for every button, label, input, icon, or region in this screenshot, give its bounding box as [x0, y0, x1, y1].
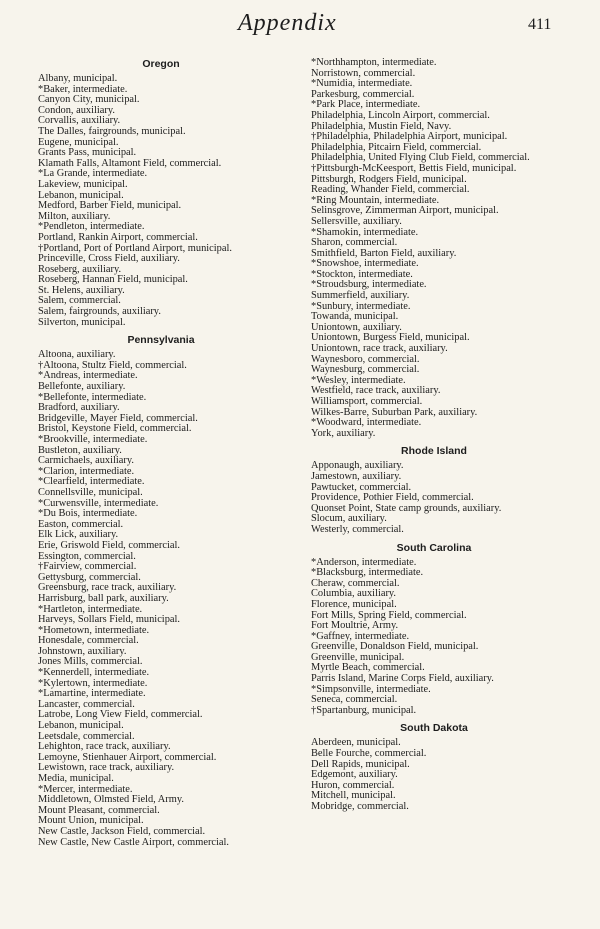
airport-entry: Connellsville, municipal.: [38, 486, 143, 498]
airport-entry: Smithfield, Barton Field, auxiliary.: [311, 247, 457, 259]
airport-entry: †Spartanburg, municipal.: [311, 704, 417, 716]
airport-entry: *Simpsonville, intermediate.: [311, 683, 431, 695]
state-section: [30, 334, 292, 848]
airport-entry: York, auxiliary.: [311, 427, 376, 439]
airport-entry: St. Helens, auxiliary.: [38, 284, 125, 296]
airport-list: [303, 58, 565, 439]
airport-entry: Aberdeen, municipal.: [311, 737, 401, 749]
airport-entry: Williamsport, commercial.: [311, 396, 423, 407]
airport-entry: Johnstown, auxiliary.: [38, 645, 127, 657]
airport-entry: Lebanon, municipal.: [38, 720, 124, 732]
airport-entry: Uniontown, auxiliary.: [311, 321, 402, 333]
airport-entry: Grants Pass, municipal.: [38, 147, 137, 159]
airport-entry: Summerfield, auxiliary.: [311, 290, 410, 302]
airport-entry: Waynesburg, commercial.: [311, 364, 420, 376]
airport-entry: Lancaster, commercial.: [38, 698, 135, 710]
airport-entry: Roseberg, Hannan Field, municipal.: [38, 274, 188, 286]
airport-entry: Altoona, auxiliary.: [38, 349, 116, 361]
airport-entry: Honesdale, commercial.: [38, 635, 139, 647]
airport-entry: Westfield, race track, auxiliary.: [311, 385, 441, 397]
airport-entry: Bustleton, auxiliary.: [38, 444, 122, 456]
airport-entry: *Snowshoe, intermediate.: [311, 258, 419, 270]
airport-entry: Myrtle Beach, commercial.: [311, 662, 425, 674]
airport-entry: Florence, municipal.: [311, 598, 397, 610]
airport-entry: Lebanon, municipal.: [38, 189, 124, 201]
airport-entry: Bristol, Keystone Field, commercial.: [38, 423, 192, 435]
state-section: [303, 58, 565, 439]
airport-entry: Selinsgrove, Zimmerman Airport, municipal.: [311, 205, 499, 217]
airport-entry: Sharon, commercial.: [311, 237, 398, 249]
airport-entry: *Kennerdell, intermediate.: [38, 667, 150, 679]
airport-entry: Philadelphia, Pitcairn Field, commercial.: [311, 141, 482, 153]
airport-entry: Albany, municipal.: [38, 73, 118, 84]
state-section: [303, 722, 565, 812]
airport-entry: Belle Fourche, commercial.: [311, 748, 427, 760]
airport-entry: Waynesboro, commercial.: [311, 353, 420, 365]
airport-entry: *La Grande, intermediate.: [38, 168, 148, 180]
airport-entry: Eugene, municipal.: [38, 136, 119, 148]
airport-entry: Lehighton, race track, auxiliary.: [38, 741, 171, 753]
airport-entry: Lemoyne, Stienhauer Airport, commercial.: [38, 751, 217, 763]
airport-entry: Canyon City, municipal.: [38, 94, 140, 106]
airport-entry: Harrisburg, ball park, auxiliary.: [38, 592, 169, 604]
airport-entry: Easton, commercial.: [38, 518, 124, 530]
airport-entry: Providence, Pothier Field, commercial.: [311, 492, 474, 504]
airport-entry: Portland, Rankin Airport, commercial.: [38, 231, 198, 243]
airport-entry: Uniontown, race track, auxiliary.: [311, 343, 448, 355]
airport-entry: New Castle, New Castle Airport, commercial.: [38, 836, 230, 848]
airport-entry: Towanda, municipal.: [311, 311, 399, 323]
airport-entry: Bradford, auxiliary.: [38, 402, 120, 414]
left-column: [30, 58, 292, 848]
airport-entry: Corvallis, auxiliary.: [38, 115, 121, 127]
airport-entry: Klamath Falls, Altamont Field, commercial.: [38, 157, 222, 169]
airport-entry: *Pendleton, intermediate.: [38, 221, 145, 233]
airport-entry: *Stockton, intermediate.: [311, 268, 413, 280]
airport-entry: *Baker, intermediate.: [38, 83, 128, 95]
state-heading: Rhode Island: [401, 445, 467, 458]
airport-entry: †Pittsburgh-McKeesport, Bettis Field, municipal.: [311, 162, 517, 174]
airport-entry: *Hometown, intermediate.: [38, 624, 150, 636]
airport-entry: *Hartleton, intermediate.: [38, 603, 143, 615]
airport-entry: Edgemont, auxiliary.: [311, 769, 398, 781]
airport-entry: *Northhampton, intermediate.: [311, 57, 437, 68]
state-heading: Oregon: [142, 58, 180, 70]
airport-entry: *Gaffney, intermediate.: [311, 630, 410, 642]
airport-entry: Bridgeville, Mayer Field, commercial.: [38, 412, 198, 424]
airport-entry: Philadelphia, United Flying Club Field, commercial.: [311, 152, 530, 164]
airport-entry: Bellefonte, auxiliary.: [38, 381, 126, 393]
airport-entry: *Stroudsburg, intermediate.: [311, 279, 427, 291]
airport-entry: Quonset Point, State camp grounds, auxiliary.: [311, 502, 502, 514]
airport-entry: Wilkes-Barre, Suburban Park, auxiliary.: [311, 406, 478, 418]
airport-entry: *Numidia, intermediate.: [311, 78, 413, 90]
airport-entry: Mitchell, municipal.: [311, 790, 396, 802]
airport-entry: Erie, Griswold Field, commercial.: [38, 539, 180, 551]
airport-entry: Westerly, commercial.: [311, 523, 404, 535]
airport-entry: *Kylertown, intermediate.: [38, 677, 148, 689]
airport-entry: Slocum, auxiliary.: [311, 513, 387, 525]
airport-entry: Essington, commercial.: [38, 550, 136, 562]
airport-entry: *Brookville, intermediate.: [38, 434, 148, 445]
airport-entry: Mobridge, commercial.: [311, 801, 409, 812]
airport-entry: The Dalles, fairgrounds, municipal.: [38, 125, 186, 137]
airport-entry: Norristown, commercial.: [311, 67, 416, 79]
airport-entry: Mount Pleasant, commercial.: [38, 804, 160, 816]
airport-entry: Mount Union, municipal.: [38, 815, 144, 827]
state-heading: South Dakota: [400, 722, 468, 735]
airport-entry: Pittsburgh, Rodgers Field, municipal.: [311, 173, 467, 185]
airport-entry: *Du Bois, intermediate.: [38, 508, 138, 520]
airport-entry: *Woodward, intermediate.: [311, 417, 422, 429]
airport-entry: Philadelphia, Lincoln Airport, commercial.: [311, 109, 490, 121]
airport-list: [30, 350, 292, 848]
airport-entry: Latrobe, Long View Field, commercial.: [38, 709, 203, 721]
airport-entry: *Sunbury, intermediate.: [311, 300, 411, 312]
airport-entry: Pawtucket, commercial.: [311, 481, 412, 493]
airport-entry: Reading, Whander Field, commercial.: [311, 184, 470, 196]
airport-entry: Cheraw, commercial.: [311, 577, 400, 589]
airport-entry: New Castle, Jackson Field, commercial.: [38, 825, 206, 837]
page-number: 411: [528, 16, 552, 33]
airport-entry: Salem, commercial.: [38, 295, 121, 307]
airport-entry: *Anderson, intermediate.: [311, 556, 417, 568]
airport-entry: Seneca, commercial.: [311, 694, 398, 706]
page-title: Appendix: [238, 10, 337, 36]
airport-entry: Elk Lick, auxiliary.: [38, 529, 119, 541]
airport-entry: *Curwensville, intermediate.: [38, 497, 159, 509]
airport-entry: *Bellefonte, intermediate.: [38, 391, 147, 403]
airport-entry: Condon, auxiliary.: [38, 104, 115, 116]
airport-entry: Lakeview, municipal.: [38, 178, 128, 190]
airport-entry: Jones Mills, commercial.: [38, 656, 143, 668]
airport-entry: Parris Island, Marine Corps Field, auxiliary.: [311, 673, 494, 685]
airport-entry: Sellersville, auxiliary.: [311, 215, 402, 227]
airport-entry: Dell Rapids, municipal.: [311, 758, 410, 770]
state-section: [303, 542, 565, 717]
airport-list: [30, 74, 292, 328]
airport-list: [303, 558, 565, 717]
airport-entry: Roseberg, auxiliary.: [38, 263, 122, 275]
airport-entry: †Philadelphia, Philadelphia Airport, municipal.: [311, 131, 508, 143]
airport-entry: Carmichaels, auxiliary.: [38, 455, 134, 467]
state-section: [303, 445, 565, 535]
airport-entry: Middletown, Olmsted Field, Army.: [38, 794, 184, 806]
airport-entry: Medford, Barber Field, municipal.: [38, 200, 182, 212]
airport-entry: *Clarion, intermediate.: [38, 465, 135, 477]
airport-entry: Media, municipal.: [38, 773, 114, 784]
airport-entry: Uniontown, Burgess Field, municipal.: [311, 332, 470, 344]
airport-entry: *Wesley, intermediate.: [311, 374, 406, 386]
airport-entry: Leetsdale, commercial.: [38, 730, 135, 742]
airport-entry: *Mercer, intermediate.: [38, 783, 133, 795]
airport-entry: Salem, fairgrounds, auxiliary.: [38, 306, 161, 318]
airport-entry: *Park Place, intermediate.: [311, 99, 421, 111]
state-heading: Pennsylvania: [127, 334, 195, 347]
airport-entry: *Lamartine, intermediate.: [38, 688, 146, 700]
page-header: [0, 10, 600, 46]
state-section: [30, 58, 292, 328]
airport-entry: Harveys, Sollars Field, municipal.: [38, 614, 180, 626]
airport-entry: Jamestown, auxiliary.: [311, 470, 402, 482]
airport-entry: *Andreas, intermediate.: [38, 370, 138, 382]
airport-entry: *Ring Mountain, intermediate.: [311, 194, 440, 206]
airport-entry: Greenville, Donaldson Field, municipal.: [311, 641, 479, 653]
airport-entry: Gettysburg, commercial.: [38, 571, 141, 583]
airport-entry: Columbia, auxiliary.: [311, 588, 397, 600]
state-heading: South Carolina: [396, 541, 472, 554]
airport-entry: Silverton, municipal.: [38, 316, 126, 328]
airport-entry: Parkesburg, commercial.: [311, 88, 415, 100]
airport-entry: †Portland, Port of Portland Airport, municipal.: [38, 242, 232, 254]
airport-entry: Fort Moultrie, Army.: [311, 620, 399, 632]
airport-entry: †Fairview, commercial.: [38, 561, 137, 573]
airport-entry: Greenville, municipal.: [311, 651, 405, 663]
airport-entry: Princeville, Cross Field, auxiliary.: [38, 253, 180, 265]
airport-entry: Greensburg, race track, auxiliary.: [38, 582, 177, 594]
airport-entry: Apponaugh, auxiliary.: [311, 460, 404, 472]
airport-entry: †Altoona, Stultz Field, commercial.: [38, 359, 187, 371]
airport-entry: *Blacksburg, intermediate.: [311, 567, 424, 579]
airport-entry: Philadelphia, Mustin Field, Navy.: [311, 120, 452, 132]
airport-entry: Fort Mills, Spring Field, commercial.: [311, 609, 467, 621]
right-column: [303, 58, 565, 813]
airport-entry: *Clearfield, intermediate.: [38, 476, 145, 488]
airport-list: [303, 461, 565, 535]
airport-entry: *Shamokin, intermediate.: [311, 226, 419, 238]
airport-list: [303, 738, 565, 812]
airport-entry: Huron, commercial.: [311, 779, 395, 791]
airport-entry: Lewistown, race track, auxiliary.: [38, 762, 175, 774]
airport-entry: Milton, auxiliary.: [38, 210, 111, 222]
